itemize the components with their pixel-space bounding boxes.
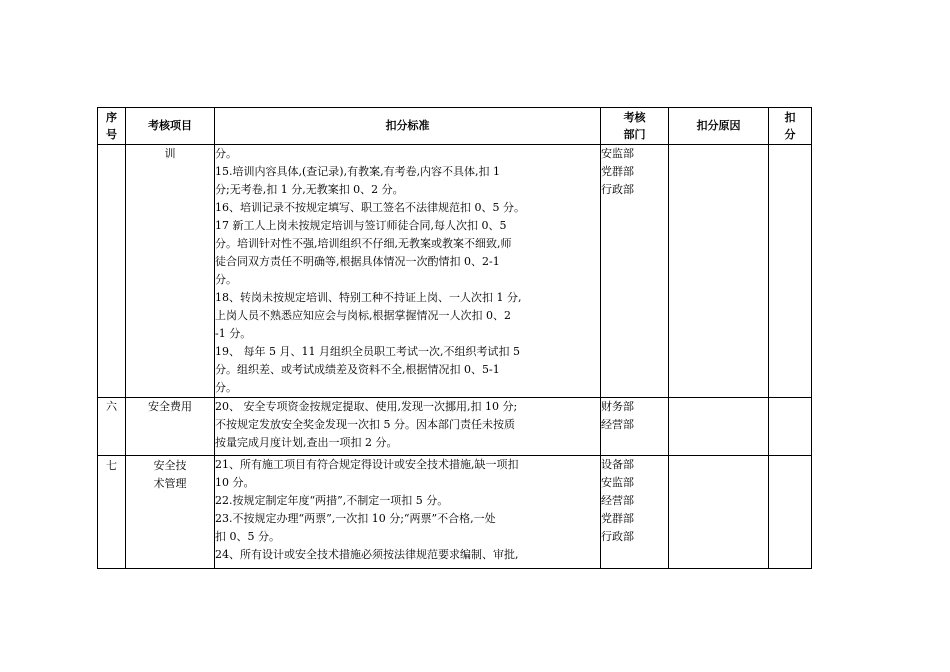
row-criteria: 21、所有施工项目有符合规定得设计或安全技术措施,缺一项扣 10 分。 22.按规定制定年度“两措”,不制定一项扣 5 分。 23.不按规定办理“两票”,一次扣 10 分;“两票”不合格,一处 扣 0、5 分。 24、所有设计或安全技术措施必须按法律规范要求编制、审批, — [215, 456, 601, 569]
row-item: 安全费用 — [126, 398, 215, 456]
row-no — [98, 145, 126, 398]
header-criteria: 扣分标准 — [215, 108, 601, 145]
row-item: 训 — [126, 145, 215, 398]
row-reason — [669, 398, 769, 456]
header-deduct: 扣 分 — [769, 108, 812, 145]
header-item: 考核项目 — [126, 108, 215, 145]
row-deduct — [769, 145, 812, 398]
header-no: 序 号 — [98, 108, 126, 145]
header-dept: 考核 部门 — [601, 108, 669, 145]
row-item: 安全技 术管理 — [126, 456, 215, 569]
row-dept: 设备部 安监部 经营部 党群部 行政部 — [601, 456, 669, 569]
assessment-table — [97, 107, 812, 569]
table-row — [98, 398, 812, 456]
row-dept: 财务部 经营部 — [601, 398, 669, 456]
row-criteria: 20、 安全专项资金按规定提取、使用,发现一次挪用,扣 10 分; 不按规定发放安全奖金发现一次扣 5 分。因本部门责任未按质 按量完成月度计划,查出一项扣 2 分。 — [215, 398, 601, 456]
row-no: 六 — [98, 398, 126, 456]
row-criteria: 分。 15.培训内容具体,(查记录),有教案,有考卷,内容不具体,扣 1 分;无考卷,扣 1 分,无教案扣 0、2 分。 16、培训记录不按规定填写、职工签名不法律规范扣 0、5 分。 17 新工人上岗未按规定培训与签订师徒合同,每人次扣 0、5 分。培训针对性不强,培训组织不仔细,无教案或教案不细致,师 徒合同双方责任不明确等,根据具体情况一次酌情扣 0、2-1 分。 18、转岗未按规定培训、特别工种不持证上岗、一人次扣 1 分, 上岗人员不熟悉应知应会与岗标,根据掌握情况一人次扣 0、2 -1 分。 19、 每年 5 月、11 月组织全员职工考试一次,不组织考试扣 5 分。组织差、或考试成绩差及资料不全,根据情况扣 0、5-1 分。 — [215, 145, 601, 398]
row-reason — [669, 456, 769, 569]
row-deduct — [769, 456, 812, 569]
header-row — [98, 108, 812, 145]
row-dept: 安监部 党群部 行政部 — [601, 145, 669, 398]
table-row — [98, 145, 812, 398]
row-deduct — [769, 398, 812, 456]
row-reason — [669, 145, 769, 398]
row-no: 七 — [98, 456, 126, 569]
header-reason: 扣分原因 — [669, 108, 769, 145]
table-row — [98, 456, 812, 569]
